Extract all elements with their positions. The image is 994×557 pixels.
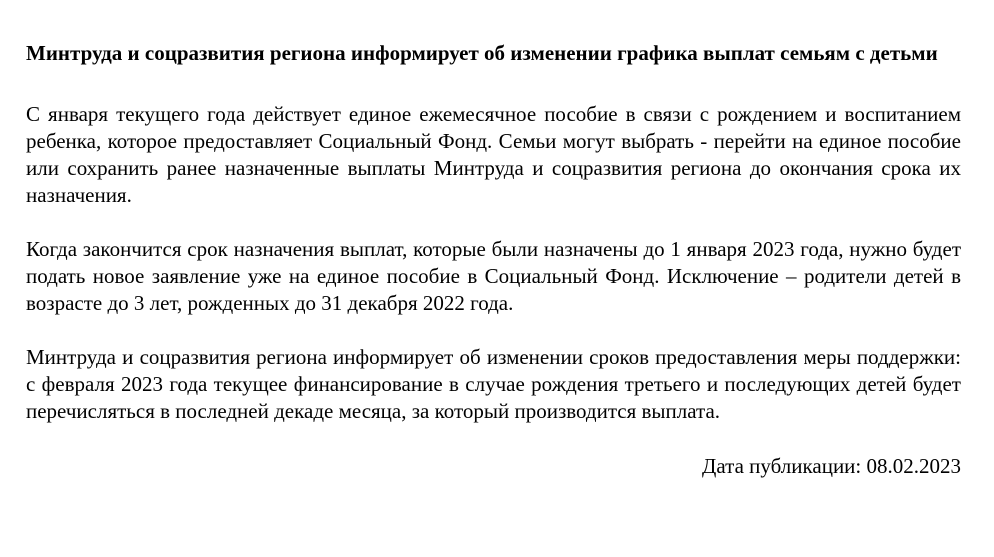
article-paragraph-1: С января текущего года действует единое ежемесячное пособие в связи с рождением и воспитанием ребенка, которое предоставляет Социальный Фонд. Семьи могут выбрать - перейти на единое пособие или сохранить ранее назначенные выплаты Минтруда и соцразвития региона до окончания срока их назначения. — [26, 102, 961, 207]
publication-date: Дата публикации: 08.02.2023 — [702, 454, 961, 478]
article-title: Минтруда и соцразвития региона информирует об изменении графика выплат семьям с детьми — [26, 41, 938, 65]
article-paragraph-3: Минтруда и соцразвития региона информирует об изменении сроков предоставления меры поддержки: с февраля 2023 года текущее финансирование в случае рождения третьего и последующих детей будет перечисляться в последней декаде месяца, за который производится выплата. — [26, 345, 961, 423]
article-paragraph-2: Когда закончится срок назначения выплат, которые были назначены до 1 января 2023 года, нужно будет подать новое заявление уже на единое пособие в Социальный Фонд. Исключение – родители детей в возрасте до 3 лет, рожденных до 31 декабря 2022 года. — [26, 237, 961, 315]
article — [26, 40, 961, 480]
